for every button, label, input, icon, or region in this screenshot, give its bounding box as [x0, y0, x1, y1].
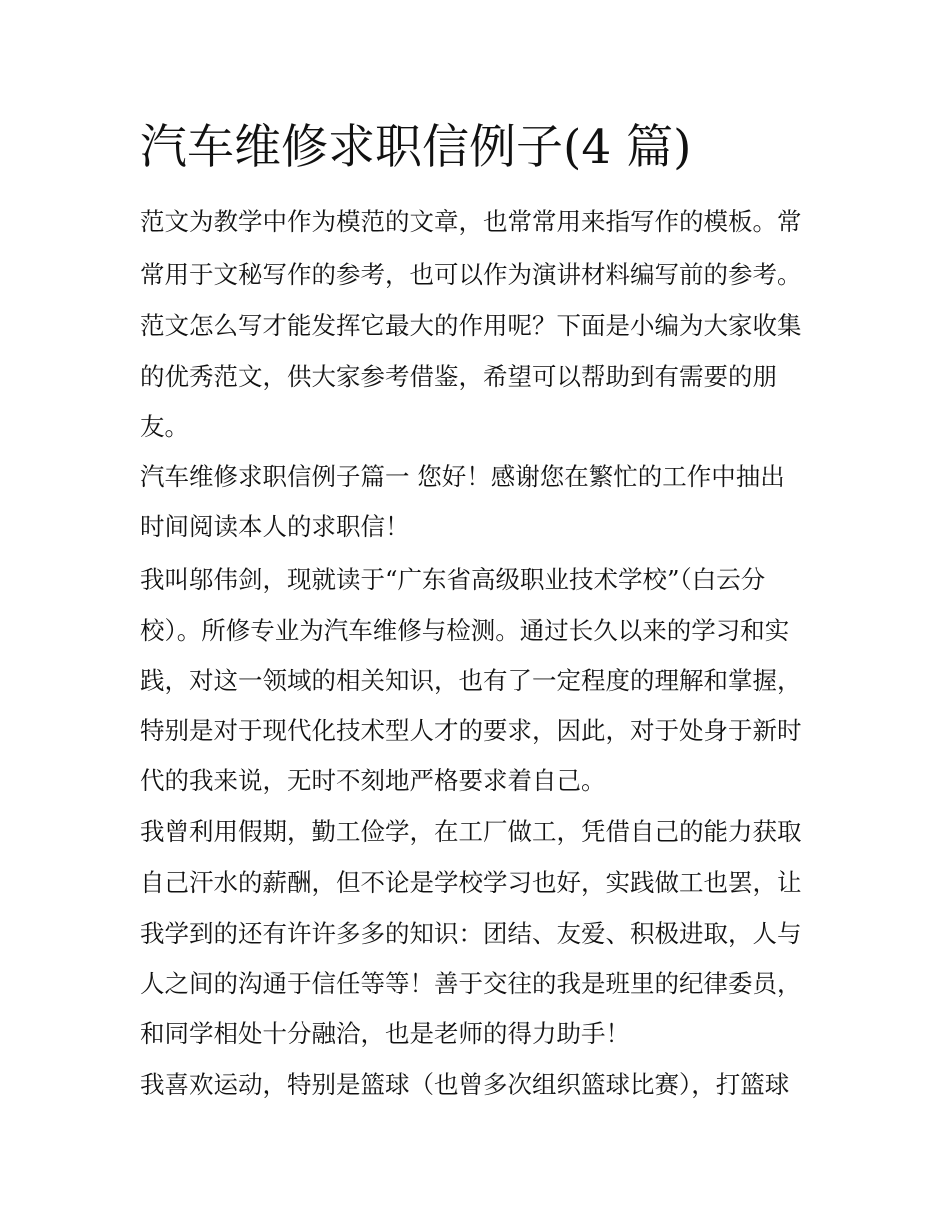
text-line: 的优秀范文，供大家参考借鉴，希望可以帮助到有需要的朋 [140, 362, 777, 391]
text-line: 时间阅读本人的求职信！ [140, 512, 410, 541]
text-line: 自己汗水的薪酬，但不论是学校学习也好，实践做工也罢，让 [140, 868, 802, 897]
text-line: 常用于文秘写作的参考，也可以作为演讲材料编写前的参考。 [140, 260, 802, 289]
text-line: 和同学相处十分融洽，也是老师的得力助手！ [140, 1019, 630, 1048]
text-line: 范文怎么写才能发挥它最大的作用呢？下面是小编为大家收集 [140, 311, 802, 340]
text-line: 友。 [140, 412, 189, 441]
text-line: 我喜欢运动，特别是篮球（也曾多次组织篮球比赛），打篮球 [140, 1070, 790, 1099]
text-line: 我叫邬伟剑，现就读于“广东省高级职业技术学校”（白云分 [140, 565, 766, 594]
text-line: 特别是对于现代化技术型人才的要求，因此，对于处身于新时 [140, 716, 802, 745]
text-line: 我曾利用假期，勤工俭学，在工厂做工，凭借自己的能力获取 [140, 817, 802, 846]
text-line: 范文为教学中作为模范的文章，也常常用来指写作的模板。常 [140, 207, 802, 236]
text-line: 代的我来说，无时不刻地严格要求着自己。 [140, 766, 606, 795]
text-line: 汽车维修求职信例子篇一 您好！感谢您在繁忙的工作中抽出 [140, 462, 785, 491]
text-line: 我学到的还有许许多多的知识：团结、友爱、积极进取，人与 [140, 919, 802, 948]
text-line: 践，对这一领域的相关知识，也有了一定程度的理解和掌握， [140, 666, 802, 695]
text-line: 校）。所修专业为汽车维修与检测。通过长久以来的学习和实 [140, 616, 790, 645]
text-line: 人之间的沟通于信任等等！善于交往的我是班里的纪律委员， [140, 969, 802, 998]
document-title: 汽车维修求职信例子(4 篇) [140, 120, 692, 175]
